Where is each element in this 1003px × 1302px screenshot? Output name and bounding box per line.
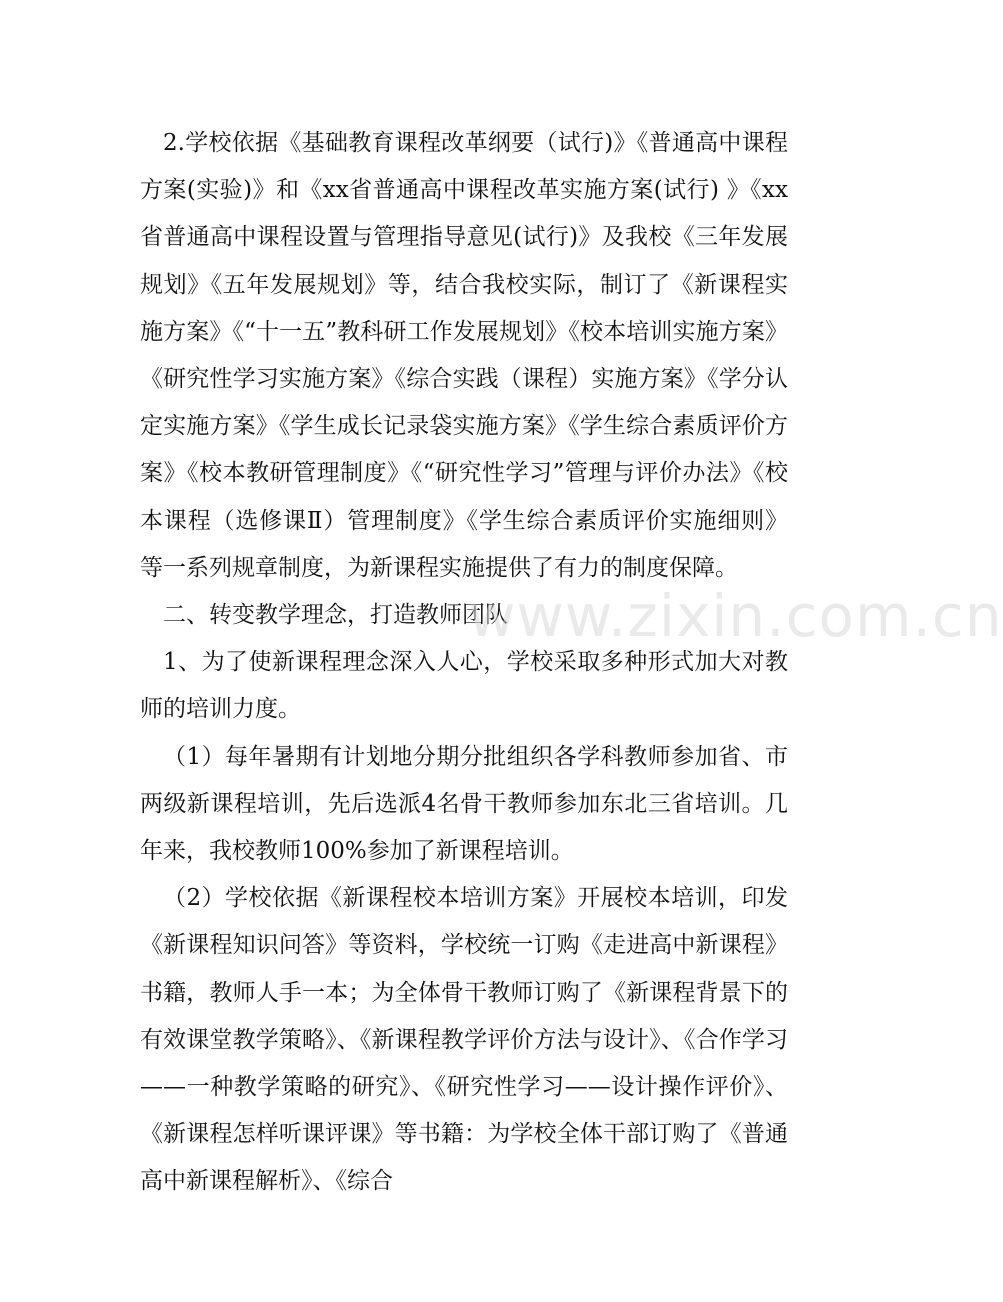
section-heading-teaching-concept: 二、转变教学理念，打造教师团队	[163, 602, 508, 629]
watermark-text: www.zixin.com.cn	[468, 582, 1003, 650]
paragraph-summer-training: （1）每年暑期有计划地分期分批组织各学科教师参加省、市两级新课程培训，先后选派4名骨干教师参加东北三省培训。几年来，我校教师100%参加了新课程培训。	[140, 743, 788, 865]
paragraph-regulations: 2.学校依据《基础教育课程改革纲要（试行)》《普通高中课程方案(实验)》和《xx省普通高中课程改革实施方案(试行) 》《xx省普通高中课程设置与管理指导意见(试行)》及我校《三年发展规划》《五年发展规划》等，结合我校实际，制订了《新课程实施方案》《“十一五”教科研工作发展规划》《校本培训实施方案》《研究性学习实施方案》《综合实践（课程）实施方案》《学分认定实施方案》《学生成长记录袋实施方案》《学生综合素质评价方案》《校本教研管理制度》《“研究性学习”管理与评价办法》《校本课程（选修课Ⅱ）管理制度》《学生综合素质评价实施细则》等一系列规章制度，为新课程实施提供了有力的制度保障。	[140, 130, 788, 581]
paragraph-school-based-training: （2）学校依据《新课程校本培训方案》开展校本培训，印发《新课程知识问答》等资料，学校统一订购《走进高中新课程》书籍，教师人手一本；为全体骨干教师订购了《新课程背景下的有效课堂教学策略》、《新课程教学评价方法与设计》、《合作学习——一种教学策略的研究》、《研究性学习——设计操作评价》、《新课程怎样听课评课》等书籍：为学校全体干部订购了《普通高中新课程解析》、《综合	[140, 885, 788, 1195]
document-body	[140, 120, 788, 1206]
paragraph-teacher-training-intro: 1、为了使新课程理念深入人心，学校采取多种形式加大对教师的培训力度。	[140, 649, 788, 723]
